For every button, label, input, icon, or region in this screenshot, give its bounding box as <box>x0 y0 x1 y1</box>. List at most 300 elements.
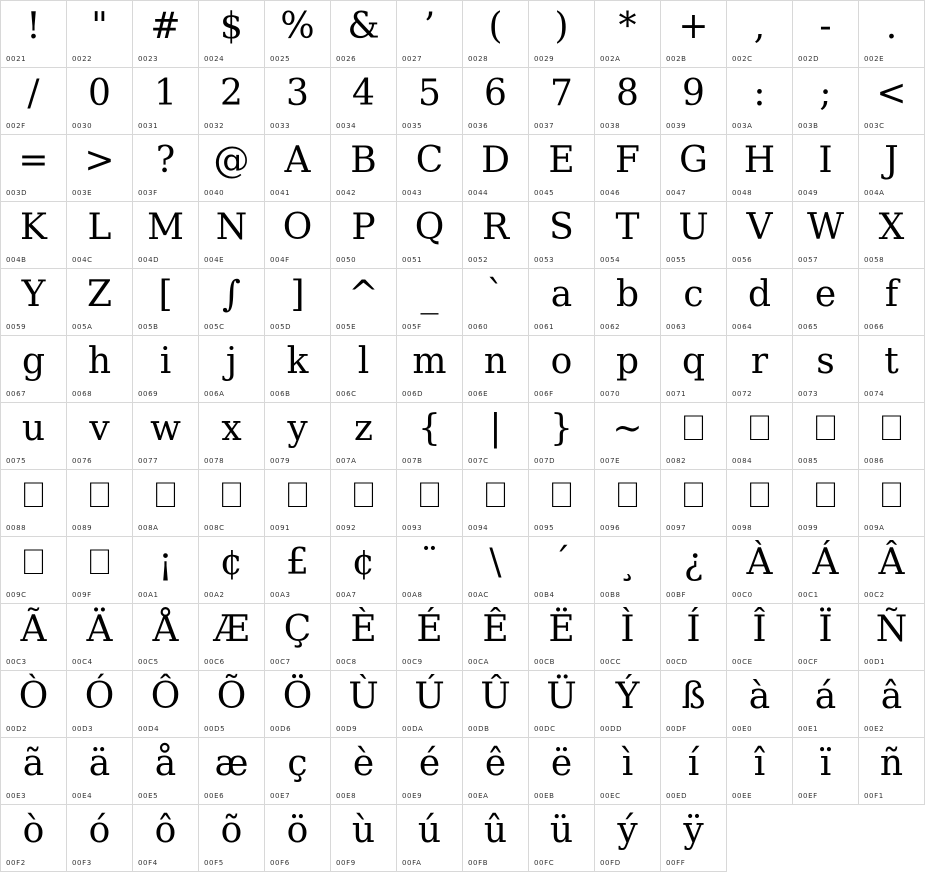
glyph-character: 0 <box>88 73 111 114</box>
glyph-cell[interactable] <box>331 135 397 202</box>
glyph-cell[interactable] <box>331 269 397 336</box>
glyph-cell[interactable] <box>265 805 331 872</box>
glyph-cell[interactable] <box>661 336 727 403</box>
glyph-codepoint: 0021 <box>6 55 27 63</box>
glyph-character: # <box>150 6 181 47</box>
glyph-cell[interactable] <box>199 403 265 470</box>
glyph-character: w <box>150 408 181 449</box>
glyph-cell[interactable] <box>1 202 67 269</box>
glyph-cell[interactable] <box>661 470 727 537</box>
glyph-cell[interactable] <box>331 403 397 470</box>
glyph-cell[interactable] <box>133 671 199 738</box>
glyph-cell[interactable] <box>463 671 529 738</box>
glyph-character: £ <box>286 542 309 583</box>
glyph-cell[interactable] <box>331 470 397 537</box>
glyph-cell[interactable] <box>331 202 397 269</box>
glyph-cell[interactable] <box>199 537 265 604</box>
glyph-codepoint: 0033 <box>270 122 291 130</box>
glyph-cell[interactable] <box>727 403 793 470</box>
glyph-cell[interactable] <box>793 202 859 269</box>
glyph-character: Ì <box>620 609 635 650</box>
glyph-codepoint: 00D5 <box>204 725 226 733</box>
glyph-codepoint: 0070 <box>600 390 621 398</box>
glyph-codepoint: 003C <box>864 122 885 130</box>
glyph-character: ñ <box>879 743 904 784</box>
glyph-cell[interactable] <box>793 604 859 671</box>
glyph-cell[interactable] <box>67 135 133 202</box>
glyph-codepoint: 00CD <box>666 658 688 666</box>
glyph-codepoint: 0024 <box>204 55 225 63</box>
glyph-character: \ <box>489 542 502 583</box>
glyph-cell[interactable] <box>859 537 925 604</box>
glyph-codepoint: 00EE <box>732 792 753 800</box>
glyph-cell[interactable] <box>463 403 529 470</box>
glyph-character: ⎕ <box>682 475 705 516</box>
glyph-codepoint: 00CC <box>600 658 622 666</box>
glyph-character: } <box>550 408 573 449</box>
glyph-codepoint: 0057 <box>798 256 819 264</box>
glyph-cell[interactable] <box>793 537 859 604</box>
glyph-codepoint: 00D4 <box>138 725 160 733</box>
glyph-character: c <box>683 274 704 315</box>
glyph-cell[interactable] <box>463 537 529 604</box>
glyph-codepoint: 00DC <box>534 725 556 733</box>
glyph-cell[interactable] <box>67 805 133 872</box>
glyph-cell[interactable] <box>265 336 331 403</box>
glyph-codepoint: 006F <box>534 390 554 398</box>
glyph-cell[interactable] <box>67 1 133 68</box>
glyph-cell[interactable] <box>595 738 661 805</box>
glyph-cell[interactable] <box>463 1 529 68</box>
glyph-character: ⎕ <box>220 475 243 516</box>
glyph-character: I <box>818 140 833 181</box>
glyph-cell[interactable] <box>463 604 529 671</box>
glyph-cell[interactable] <box>331 537 397 604</box>
glyph-codepoint: 0088 <box>6 524 27 532</box>
glyph-codepoint: 0095 <box>534 524 555 532</box>
glyph-character: + <box>678 6 709 47</box>
glyph-cell[interactable] <box>199 470 265 537</box>
glyph-cell[interactable] <box>397 135 463 202</box>
glyph-cell[interactable] <box>1 336 67 403</box>
glyph-cell[interactable] <box>463 269 529 336</box>
glyph-cell[interactable] <box>793 1 859 68</box>
glyph-codepoint: 00CF <box>798 658 819 666</box>
glyph-cell[interactable] <box>727 470 793 537</box>
glyph-cell[interactable] <box>199 336 265 403</box>
glyph-cell[interactable] <box>595 269 661 336</box>
glyph-character: N <box>215 207 248 248</box>
glyph-cell[interactable] <box>859 1 925 68</box>
glyph-cell[interactable] <box>661 269 727 336</box>
glyph-cell[interactable] <box>727 537 793 604</box>
glyph-cell[interactable] <box>133 604 199 671</box>
glyph-codepoint: 0059 <box>6 323 27 331</box>
glyph-cell[interactable] <box>67 269 133 336</box>
glyph-character: Ë <box>548 609 575 650</box>
glyph-character: u <box>21 408 46 449</box>
glyph-character: E <box>548 140 575 181</box>
glyph-cell[interactable] <box>595 537 661 604</box>
glyph-cell[interactable] <box>67 671 133 738</box>
glyph-cell[interactable] <box>331 604 397 671</box>
glyph-cell[interactable] <box>661 135 727 202</box>
glyph-cell[interactable] <box>859 336 925 403</box>
glyph-cell[interactable] <box>859 403 925 470</box>
glyph-cell[interactable] <box>133 738 199 805</box>
glyph-cell[interactable] <box>661 671 727 738</box>
glyph-codepoint: 00F2 <box>6 859 26 867</box>
glyph-codepoint: 00E5 <box>138 792 159 800</box>
glyph-cell[interactable] <box>67 738 133 805</box>
glyph-cell[interactable] <box>1 671 67 738</box>
glyph-character: @ <box>213 140 250 181</box>
glyph-codepoint: 0047 <box>666 189 687 197</box>
glyph-character: ⎕ <box>286 475 309 516</box>
glyph-codepoint: 00EB <box>534 792 555 800</box>
glyph-character: 5 <box>418 73 441 114</box>
glyph-cell[interactable] <box>1 68 67 135</box>
glyph-cell[interactable] <box>529 68 595 135</box>
glyph-cell[interactable] <box>265 135 331 202</box>
glyph-cell[interactable] <box>727 135 793 202</box>
glyph-cell[interactable] <box>133 68 199 135</box>
glyph-cell[interactable] <box>265 604 331 671</box>
glyph-codepoint: 002A <box>600 55 621 63</box>
glyph-cell[interactable] <box>1 470 67 537</box>
glyph-cell[interactable] <box>463 805 529 872</box>
glyph-cell[interactable] <box>265 537 331 604</box>
glyph-cell[interactable] <box>397 336 463 403</box>
glyph-codepoint: 0056 <box>732 256 753 264</box>
glyph-cell[interactable] <box>265 1 331 68</box>
glyph-codepoint: 00DF <box>666 725 687 733</box>
glyph-cell[interactable] <box>727 671 793 738</box>
glyph-codepoint: 008C <box>204 524 225 532</box>
glyph-codepoint: 009C <box>6 591 27 599</box>
glyph-cell[interactable] <box>529 1 595 68</box>
glyph-character: t <box>884 341 899 382</box>
glyph-cell[interactable] <box>595 336 661 403</box>
glyph-cell[interactable] <box>1 805 67 872</box>
glyph-codepoint: 005A <box>72 323 93 331</box>
glyph-codepoint: 0036 <box>468 122 489 130</box>
glyph-cell[interactable] <box>727 269 793 336</box>
glyph-character: á <box>814 676 837 717</box>
glyph-cell[interactable] <box>199 604 265 671</box>
glyph-codepoint: 0082 <box>666 457 687 465</box>
glyph-codepoint: 0043 <box>402 189 423 197</box>
glyph-cell[interactable] <box>397 671 463 738</box>
glyph-cell[interactable] <box>859 604 925 671</box>
glyph-cell[interactable] <box>199 202 265 269</box>
glyph-cell[interactable] <box>133 202 199 269</box>
glyph-cell[interactable] <box>265 202 331 269</box>
glyph-cell[interactable] <box>133 1 199 68</box>
glyph-cell[interactable] <box>859 202 925 269</box>
glyph-character: ô <box>154 810 177 851</box>
glyph-cell[interactable] <box>661 202 727 269</box>
glyph-cell[interactable] <box>133 336 199 403</box>
glyph-cell[interactable] <box>265 738 331 805</box>
glyph-character: Ô <box>150 676 181 717</box>
glyph-codepoint: 005B <box>138 323 159 331</box>
glyph-character: ⎕ <box>880 475 903 516</box>
glyph-cell[interactable] <box>199 1 265 68</box>
glyph-codepoint: 0068 <box>72 390 93 398</box>
glyph-cell[interactable] <box>727 738 793 805</box>
glyph-cell[interactable] <box>397 805 463 872</box>
glyph-codepoint: 0034 <box>336 122 357 130</box>
glyph-cell[interactable] <box>463 470 529 537</box>
glyph-cell[interactable] <box>199 805 265 872</box>
glyph-character: í <box>687 743 700 784</box>
glyph-cell[interactable] <box>1 403 67 470</box>
glyph-cell[interactable] <box>67 68 133 135</box>
glyph-cell[interactable] <box>793 68 859 135</box>
glyph-cell[interactable] <box>595 68 661 135</box>
glyph-codepoint: 00FA <box>402 859 422 867</box>
glyph-codepoint: 00CA <box>468 658 489 666</box>
glyph-cell[interactable] <box>727 68 793 135</box>
glyph-cell[interactable] <box>661 738 727 805</box>
glyph-cell[interactable] <box>463 336 529 403</box>
glyph-cell[interactable] <box>859 738 925 805</box>
glyph-cell[interactable] <box>595 470 661 537</box>
glyph-cell[interactable] <box>1 135 67 202</box>
glyph-cell[interactable] <box>661 537 727 604</box>
glyph-cell[interactable] <box>529 738 595 805</box>
glyph-cell[interactable] <box>661 68 727 135</box>
glyph-cell[interactable] <box>133 470 199 537</box>
glyph-cell[interactable] <box>859 470 925 537</box>
glyph-character: õ <box>220 810 243 851</box>
glyph-cell[interactable] <box>529 202 595 269</box>
glyph-codepoint: 0058 <box>864 256 885 264</box>
glyph-cell[interactable] <box>397 604 463 671</box>
glyph-cell[interactable] <box>463 135 529 202</box>
glyph-cell[interactable] <box>661 805 727 872</box>
glyph-character: V <box>746 207 773 248</box>
glyph-codepoint: 0039 <box>666 122 687 130</box>
glyph-cell[interactable] <box>67 202 133 269</box>
glyph-cell[interactable] <box>199 671 265 738</box>
glyph-cell[interactable] <box>859 68 925 135</box>
glyph-character: ä <box>88 743 111 784</box>
glyph-cell[interactable] <box>727 202 793 269</box>
glyph-cell[interactable] <box>661 1 727 68</box>
glyph-character: ï <box>819 743 832 784</box>
glyph-cell[interactable] <box>199 738 265 805</box>
glyph-cell[interactable] <box>133 135 199 202</box>
glyph-character: ⎕ <box>748 475 771 516</box>
glyph-codepoint: 0035 <box>402 122 423 130</box>
glyph-codepoint: 00D9 <box>336 725 358 733</box>
glyph-cell[interactable] <box>199 269 265 336</box>
glyph-character: C <box>415 140 444 181</box>
glyph-cell[interactable] <box>595 671 661 738</box>
glyph-character: ö <box>286 810 309 851</box>
glyph-cell[interactable] <box>1 269 67 336</box>
glyph-character: z <box>354 408 373 449</box>
glyph-codepoint: 0025 <box>270 55 291 63</box>
glyph-cell[interactable] <box>67 470 133 537</box>
glyph-cell[interactable] <box>727 604 793 671</box>
glyph-codepoint: 00C6 <box>204 658 225 666</box>
glyph-cell[interactable] <box>595 604 661 671</box>
glyph-cell[interactable] <box>529 269 595 336</box>
glyph-cell[interactable] <box>397 269 463 336</box>
glyph-character: = <box>18 140 49 181</box>
glyph-cell[interactable] <box>529 470 595 537</box>
glyph-cell[interactable] <box>727 1 793 68</box>
glyph-character: ⎕ <box>814 475 837 516</box>
glyph-codepoint: 0044 <box>468 189 489 197</box>
glyph-cell[interactable] <box>463 202 529 269</box>
glyph-cell[interactable] <box>793 738 859 805</box>
glyph-cell[interactable] <box>397 470 463 537</box>
glyph-cell[interactable] <box>727 336 793 403</box>
glyph-cell[interactable] <box>529 604 595 671</box>
glyph-cell[interactable] <box>1 537 67 604</box>
glyph-cell[interactable] <box>331 68 397 135</box>
glyph-cell[interactable] <box>793 269 859 336</box>
glyph-codepoint: 0052 <box>468 256 489 264</box>
glyph-cell[interactable] <box>331 1 397 68</box>
glyph-cell[interactable] <box>397 202 463 269</box>
glyph-cell[interactable] <box>331 336 397 403</box>
glyph-codepoint: 00C2 <box>864 591 885 599</box>
glyph-cell[interactable] <box>463 738 529 805</box>
glyph-cell[interactable] <box>67 604 133 671</box>
glyph-character: ó <box>88 810 111 851</box>
glyph-cell[interactable] <box>265 269 331 336</box>
glyph-codepoint: 00C3 <box>6 658 27 666</box>
glyph-cell[interactable] <box>1 1 67 68</box>
glyph-codepoint: 00C1 <box>798 591 819 599</box>
glyph-cell[interactable] <box>133 403 199 470</box>
glyph-cell[interactable] <box>397 68 463 135</box>
glyph-codepoint: 006E <box>468 390 489 398</box>
glyph-cell[interactable] <box>265 671 331 738</box>
glyph-character: 6 <box>484 73 507 114</box>
glyph-cell[interactable] <box>595 202 661 269</box>
glyph-codepoint: 003A <box>732 122 753 130</box>
glyph-character: Y <box>21 274 46 315</box>
glyph-codepoint: 009A <box>864 524 885 532</box>
glyph-codepoint: 0085 <box>798 457 819 465</box>
glyph-cell[interactable] <box>661 604 727 671</box>
glyph-cell[interactable] <box>529 805 595 872</box>
glyph-character: ò <box>22 810 45 851</box>
glyph-cell[interactable] <box>595 135 661 202</box>
glyph-cell[interactable] <box>793 671 859 738</box>
glyph-character: û <box>483 810 508 851</box>
glyph-cell[interactable] <box>265 68 331 135</box>
glyph-codepoint: 0061 <box>534 323 555 331</box>
glyph-cell[interactable] <box>1 738 67 805</box>
glyph-cell[interactable] <box>595 403 661 470</box>
glyph-cell[interactable] <box>67 403 133 470</box>
glyph-codepoint: 0066 <box>864 323 885 331</box>
glyph-cell[interactable] <box>793 135 859 202</box>
glyph-codepoint: 0053 <box>534 256 555 264</box>
glyph-codepoint: 005E <box>336 323 357 331</box>
glyph-cell[interactable] <box>265 403 331 470</box>
glyph-cell[interactable] <box>859 269 925 336</box>
glyph-character: g <box>21 341 46 382</box>
glyph-cell[interactable] <box>397 403 463 470</box>
glyph-character: â <box>880 676 903 717</box>
glyph-cell[interactable] <box>67 336 133 403</box>
glyph-codepoint: 002E <box>864 55 885 63</box>
glyph-cell[interactable] <box>199 135 265 202</box>
glyph-codepoint: 00E1 <box>798 725 819 733</box>
glyph-cell[interactable] <box>463 68 529 135</box>
glyph-character: ã <box>22 743 45 784</box>
glyph-cell[interactable] <box>199 68 265 135</box>
glyph-character: | <box>489 408 502 449</box>
glyph-cell[interactable] <box>529 135 595 202</box>
glyph-cell[interactable] <box>1 604 67 671</box>
glyph-cell[interactable] <box>595 1 661 68</box>
glyph-codepoint: 00E6 <box>204 792 225 800</box>
glyph-codepoint: 007B <box>402 457 423 465</box>
glyph-cell[interactable] <box>67 537 133 604</box>
glyph-character: n <box>483 341 508 382</box>
glyph-character: è <box>352 743 375 784</box>
glyph-codepoint: 005C <box>204 323 225 331</box>
glyph-character: ⎕ <box>550 475 573 516</box>
glyph-cell[interactable] <box>133 805 199 872</box>
glyph-cell[interactable] <box>859 135 925 202</box>
glyph-character: à <box>748 676 771 717</box>
glyph-codepoint: 0041 <box>270 189 291 197</box>
glyph-character: ú <box>417 810 442 851</box>
glyph-cell[interactable] <box>661 403 727 470</box>
glyph-codepoint: 007D <box>534 457 556 465</box>
glyph-character: ⎕ <box>22 542 45 583</box>
glyph-character: ∫ <box>222 274 241 315</box>
glyph-cell[interactable] <box>595 805 661 872</box>
glyph-cell[interactable] <box>331 671 397 738</box>
glyph-cell[interactable] <box>133 269 199 336</box>
glyph-cell[interactable] <box>529 671 595 738</box>
glyph-cell[interactable] <box>397 537 463 604</box>
glyph-cell[interactable] <box>529 336 595 403</box>
glyph-cell[interactable] <box>793 403 859 470</box>
glyph-codepoint: 00C0 <box>732 591 753 599</box>
glyph-cell[interactable] <box>265 470 331 537</box>
glyph-cell[interactable] <box>331 738 397 805</box>
glyph-codepoint: 003D <box>6 189 28 197</box>
glyph-cell[interactable] <box>859 671 925 738</box>
glyph-cell[interactable] <box>529 403 595 470</box>
glyph-codepoint: 00F9 <box>336 859 356 867</box>
glyph-cell[interactable] <box>397 738 463 805</box>
glyph-cell[interactable] <box>793 336 859 403</box>
glyph-cell[interactable] <box>331 805 397 872</box>
glyph-character: O <box>282 207 313 248</box>
glyph-character: G <box>679 140 708 181</box>
glyph-codepoint: 002F <box>6 122 26 130</box>
glyph-cell[interactable] <box>793 470 859 537</box>
glyph-cell[interactable] <box>133 537 199 604</box>
glyph-cell[interactable] <box>529 537 595 604</box>
glyph-character: ¸ <box>618 542 637 583</box>
glyph-character: 7 <box>550 73 573 114</box>
glyph-cell[interactable] <box>397 1 463 68</box>
